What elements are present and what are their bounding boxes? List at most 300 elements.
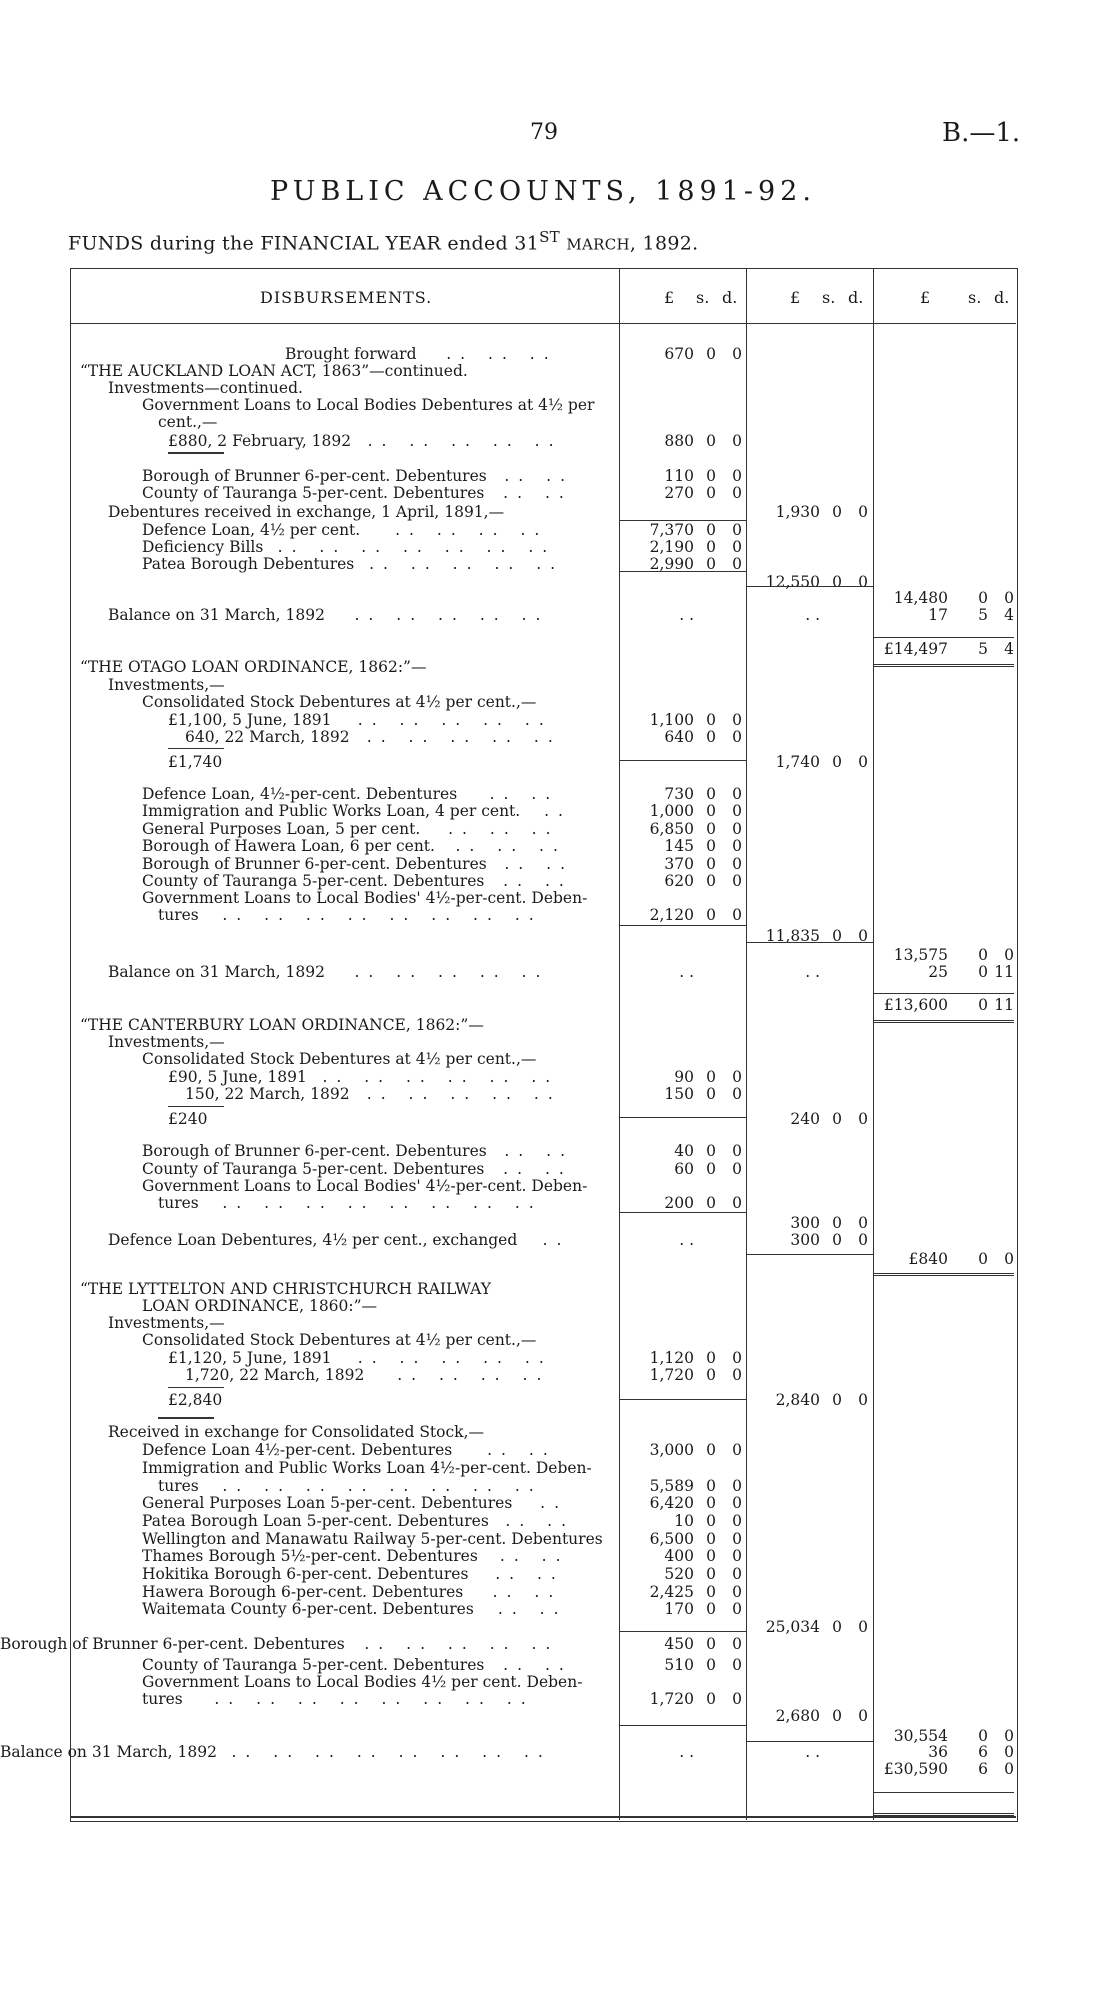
c2-shillings: 0 [832,927,842,945]
c3-pence: 0 [1004,1760,1014,1778]
table-rule [70,1816,1016,1818]
c1-shillings: 0 [706,837,716,855]
c1-pounds: 5,589 [649,1477,694,1495]
c1-pounds: 40 [674,1142,694,1160]
col3-pounds-header: £ [920,288,931,307]
row-label: “THE LYTTELTON AND CHRISTCHURCH RAILWAY [80,1280,491,1298]
table-rule [873,1020,1014,1023]
c2-pounds: 25,034 [765,1618,820,1636]
c1-pence: 0 [732,1160,742,1178]
col2-shillings-header: s. [822,288,836,307]
c1-shillings: 0 [706,728,716,746]
leader-dots: .. .. [503,872,573,890]
c3-pounds: £13,600 [883,996,948,1014]
subtitle-main: FUNDS during the FINANCIAL YEAR ended 31 [68,232,540,255]
c1-pence: 0 [732,1142,742,1160]
table-rule [619,571,746,572]
row-label: Immigration and Public Works Loan 4½-per-cent. Deben- [142,1459,592,1477]
row-label: LOAN ORDINANCE, 1860:”— [142,1297,378,1315]
row-label: £2,840 [168,1391,223,1409]
c2-pence: 0 [858,1391,868,1409]
c1-pounds: 200 [664,1194,694,1212]
leader-dots: .. .. .. .. [395,521,549,539]
c1-pounds: 400 [664,1547,694,1565]
c1-pence: 0 [732,1565,742,1583]
c2-pounds: 240 [790,1110,820,1128]
leader-dots: .. .. .. .. .. .. [322,1068,560,1086]
row-label: Debentures received in exchange, 1 April, 1891,— [108,503,505,521]
c2-shillings: 0 [832,1391,842,1409]
row-label: County of Tauranga 5-per-cent. Debentures [142,1656,485,1674]
row-label: Defence Loan Debentures, 4½ per cent., exchanged [108,1231,518,1249]
row-label: Deficiency Bills [142,538,264,556]
leader-dots: .. .. .. .. .. .. .. .. [222,1194,543,1212]
leader-dots: .. .. .. .. .. [354,963,550,981]
c1-pounds: 7,370 [649,521,694,539]
leader-dots: .. .. .. .. .. [366,728,562,746]
leader-dots: .. .. [504,855,574,873]
row-label: Government Loans to Local Bodies Debentures at 4½ per [142,396,595,414]
c1-pence: 0 [732,711,742,729]
c1-pounds: 450 [664,1635,694,1653]
row-label: Government Loans to Local Bodies' 4½-per-cent. Deben- [142,1177,588,1195]
c1-pounds: 150 [664,1085,694,1103]
row-label: Borough of Brunner 6-per-cent. Debentures [142,855,487,873]
c1-pence: 0 [732,1366,742,1384]
table-rule [619,1212,746,1213]
row-label: Defence Loan, 4½ per cent. [142,521,361,539]
row-label: Defence Loan, 4½-per-cent. Debentures [142,785,458,803]
c1-pounds: 370 [664,855,694,873]
row-label: “THE CANTERBURY LOAN ORDINANCE, 1862:”— [80,1016,484,1034]
leader-dots: .. .. .. [446,345,558,363]
row-label: Patea Borough Debentures [142,555,355,573]
column-divider-1 [619,268,620,1820]
c1-shillings: 0 [706,1512,716,1530]
c1-shillings: 0 [706,1142,716,1160]
c1-pounds: 1,720 [649,1690,694,1708]
c2-pounds: . . [805,606,820,624]
subtitle-month: MARCH [566,235,630,254]
c1-shillings: 0 [706,1690,716,1708]
leader-dots: .. .. .. .. .. [357,711,553,729]
row-label: Consolidated Stock Debentures at 4½ per cent.,— [142,1331,537,1349]
c2-pence: 0 [858,1707,868,1725]
col1-shillings-header: s. [696,288,710,307]
row-label: Wellington and Manawatu Railway 5-per-cent. Debentures [142,1530,603,1548]
c1-shillings: 0 [706,345,716,363]
c2-shillings: 0 [832,573,842,591]
c1-pence: 0 [732,1512,742,1530]
c1-pounds: 520 [664,1565,694,1583]
row-label: £1,100, 5 June, 1891 [168,711,332,729]
c1-shillings: 0 [706,1441,716,1459]
c1-pence: 0 [732,1068,742,1086]
leader-dots: .. .. [499,1547,570,1565]
c1-pounds: 880 [664,432,694,450]
c2-pence: 0 [858,1110,868,1128]
leader-dots: .. .. .. .. .. [364,1635,560,1653]
table-rule [873,1792,1014,1793]
c2-pounds: . . [805,963,820,981]
column-divider-2 [746,268,747,1820]
row-label: Waitemata County 6-per-cent. Debentures [142,1600,474,1618]
row-label: Borough of Hawera Loan, 6 per cent. [142,837,435,855]
row-label: cent.,— [158,413,218,431]
c2-shillings: 0 [832,1618,842,1636]
subtitle-year: , 1892. [629,232,699,255]
c3-shillings: 0 [978,1727,988,1745]
c1-pounds: 1,000 [649,802,694,820]
c1-pence: 0 [732,1085,742,1103]
c1-pounds: 110 [664,467,694,485]
c3-pounds: 17 [928,606,948,624]
c3-pounds: 13,575 [893,946,948,964]
c1-shillings: 0 [706,906,716,924]
c2-pounds: 12,550 [765,573,820,591]
c1-shillings: 0 [706,872,716,890]
leader-dots: .. .. [503,1656,573,1674]
c2-pounds: . . [805,1743,820,1761]
row-label: tures [158,1194,199,1212]
c1-shillings: 0 [706,538,716,556]
c2-pence: 0 [858,1231,868,1249]
c1-shillings: 0 [706,802,716,820]
c2-shillings: 0 [832,1231,842,1249]
row-label: General Purposes Loan, 5 per cent. [142,820,421,838]
leader-dots: .. .. [504,1142,574,1160]
row-label: £880, 2 February, 1892 [168,432,352,450]
column-divider-3 [873,268,874,1820]
row-label: £240 [168,1110,208,1128]
c3-shillings: 0 [978,589,988,607]
c2-shillings: 0 [832,1110,842,1128]
c1-shillings: 0 [706,1600,716,1618]
row-label: £1,740 [168,753,223,771]
row-label: Balance on 31 March, 1892 [108,963,325,981]
c1-shillings: 0 [706,555,716,573]
row-label: Consolidated Stock Debentures at 4½ per cent.,— [142,693,537,711]
c1-shillings: 0 [706,1349,716,1367]
col1-pence-header: d. [722,288,738,307]
c1-pence: 0 [732,872,742,890]
row-label: Balance on 31 March, 1892 [0,1743,217,1761]
c2-pence: 0 [858,927,868,945]
c1-pounds: . . [679,1743,694,1761]
table-rule [168,1106,224,1107]
row-label: Received in exchange for Consolidated Stock,— [108,1423,484,1441]
c3-pounds: 30,554 [893,1727,948,1745]
row-label: £90, 5 June, 1891 [168,1068,307,1086]
c1-pounds: 145 [664,837,694,855]
c1-shillings: 0 [706,1194,716,1212]
subtitle-st: ST [539,228,560,246]
disbursements-header: DISBURSEMENTS. [260,288,433,307]
c1-pence: 0 [732,484,742,502]
c1-shillings: 0 [706,521,716,539]
row-label: Defence Loan 4½-per-cent. Debentures [142,1441,453,1459]
table-rule [746,942,873,943]
c1-pence: 0 [732,1194,742,1212]
row-label: 640, 22 March, 1892 [185,728,350,746]
row-label: Government Loans to Local Bodies' 4½-per-cent. Deben- [142,889,588,907]
c3-shillings: 0 [978,996,988,1014]
row-label: Brought forward [285,345,417,363]
leader-dots: .. .. .. .. .. [354,606,550,624]
c1-pounds: 1,720 [649,1366,694,1384]
c1-pence: 0 [732,785,742,803]
c1-pence: 0 [732,728,742,746]
c3-shillings: 5 [978,606,988,624]
c1-pence: 0 [732,1349,742,1367]
row-label: “THE AUCKLAND LOAN ACT, 1863”—continued. [80,362,468,380]
c3-shillings: 0 [978,1250,988,1268]
table-rule [619,520,746,521]
leader-dots: .. .. .. [455,837,567,855]
leader-dots: .. .. [487,1441,557,1459]
c1-pounds: 90 [674,1068,694,1086]
leader-dots: .. .. .. .. .. [357,1349,553,1367]
c1-pounds: 640 [664,728,694,746]
row-label: tures [142,1690,183,1708]
row-label: Investments,— [108,676,225,694]
c2-pounds: 1,930 [775,503,820,521]
leader-dots: .. .. [495,1565,565,1583]
c1-pence: 0 [732,855,742,873]
c2-shillings: 0 [832,503,842,521]
leader-dots: .. .. [503,1160,573,1178]
c3-shillings: 6 [978,1743,988,1761]
page-number: 79 [530,120,558,145]
leader-dots: .. .. .. .. .. [367,432,563,450]
c1-shillings: 0 [706,1565,716,1583]
row-label: Borough of Brunner 6-per-cent. Debentures [0,1635,345,1653]
c3-pence: 0 [1004,1743,1014,1761]
c1-pounds: 1,120 [649,1349,694,1367]
c1-pence: 0 [732,432,742,450]
leader-dots: .. .. .. .. .. .. .. .. [222,1477,543,1495]
leader-dots: .. .. .. .. .. [366,1085,562,1103]
c3-pence: 4 [1004,640,1014,658]
c1-pence: 0 [732,1690,742,1708]
c3-pence: 11 [994,963,1014,981]
c3-pounds: 25 [928,963,948,981]
row-label: Government Loans to Local Bodies 4½ per cent. Deben- [142,1673,583,1691]
c1-pounds: 2,190 [649,538,694,556]
c1-pence: 0 [732,1494,742,1512]
leader-dots: .. [544,802,572,820]
c1-pence: 0 [732,467,742,485]
c1-pence: 0 [732,538,742,556]
row-label: tures [158,906,199,924]
table-rule [619,1631,746,1632]
c1-pounds: 6,850 [649,820,694,838]
c1-shillings: 0 [706,1366,716,1384]
leader-dots: .. .. .. .. .. .. .. .. [231,1743,552,1761]
c1-shillings: 0 [706,1477,716,1495]
c2-pounds: 300 [790,1214,820,1232]
c1-shillings: 0 [706,711,716,729]
c1-pence: 0 [732,1530,742,1548]
row-label: General Purposes Loan 5-per-cent. Debentures [142,1494,513,1512]
c1-pounds: 2,990 [649,555,694,573]
c3-pounds: 36 [928,1743,948,1761]
table-rule [168,748,224,749]
c1-pence: 0 [732,906,742,924]
c2-shillings: 0 [832,1707,842,1725]
c1-shillings: 0 [706,1160,716,1178]
c1-shillings: 0 [706,1547,716,1565]
table-rule [746,1254,873,1255]
c1-shillings: 0 [706,1635,716,1653]
c2-pence: 0 [858,1214,868,1232]
c3-pence: 0 [1004,1727,1014,1745]
c1-pence: 0 [732,1656,742,1674]
row-label: tures [158,1477,199,1495]
table-rule [619,1399,746,1400]
c1-pence: 0 [732,1583,742,1601]
row-label: Balance on 31 March, 1892 [108,606,325,624]
c2-shillings: 0 [832,1214,842,1232]
row-label: £1,120, 5 June, 1891 [168,1349,332,1367]
c1-pounds: 2,425 [649,1583,694,1601]
table-rule [168,452,224,454]
c3-shillings: 6 [978,1760,988,1778]
leader-dots: .. .. [503,484,573,502]
col3-shillings-header: s. [968,288,982,307]
c1-pounds: . . [679,606,694,624]
leader-dots: .. .. [505,1512,576,1530]
c2-pounds: 2,680 [775,1707,820,1725]
c2-pounds: 2,840 [775,1391,820,1409]
row-label: Investments,— [108,1033,225,1051]
c3-pence: 0 [1004,589,1014,607]
leader-dots: .. .. .. .. .. .. .. .. [222,906,543,924]
row-label: Hokitika Borough 6-per-cent. Debentures [142,1565,469,1583]
table-rule [746,1741,873,1742]
table-rule [168,1387,224,1388]
c1-pence: 0 [732,820,742,838]
c2-pence: 0 [858,573,868,591]
c1-pounds: 620 [664,872,694,890]
c1-pounds: 270 [664,484,694,502]
row-label: Patea Borough Loan 5-per-cent. Debentures [142,1512,489,1530]
row-label: 1,720, 22 March, 1892 [185,1366,365,1384]
row-label: 150, 22 March, 1892 [185,1085,350,1103]
table-rule [158,1417,214,1419]
leader-dots: .. .. .. .. .. .. .. .. [214,1690,535,1708]
c1-shillings: 0 [706,1530,716,1548]
c1-pence: 0 [732,802,742,820]
c3-shillings: 5 [978,640,988,658]
table-rule [619,1117,746,1118]
c1-pence: 0 [732,1477,742,1495]
c2-pounds: 1,740 [775,753,820,771]
c1-shillings: 0 [706,1494,716,1512]
row-label: Investments,— [108,1314,225,1332]
c2-pence: 0 [858,1618,868,1636]
c1-pence: 0 [732,1600,742,1618]
c3-pence: 0 [1004,946,1014,964]
c1-shillings: 0 [706,1583,716,1601]
c1-pence: 0 [732,1547,742,1565]
header-rule [70,323,1016,324]
c1-pounds: 6,500 [649,1530,694,1548]
c1-pounds: . . [679,963,694,981]
c1-pence: 0 [732,1635,742,1653]
row-label: Thames Borough 5½-per-cent. Debentures [142,1547,478,1565]
c2-pounds: 11,835 [765,927,820,945]
c1-pounds: 510 [664,1656,694,1674]
c1-pounds: 2,120 [649,906,694,924]
leader-dots: .. [542,1231,571,1249]
leader-dots: .. .. .. .. .. [369,555,565,573]
c1-pence: 0 [732,1441,742,1459]
c1-pounds: 730 [664,785,694,803]
row-label: Borough of Brunner 6-per-cent. Debentures [142,467,487,485]
page-subtitle [68,228,698,254]
col3-pence-header: d. [994,288,1010,307]
c1-pounds: 6,420 [649,1494,694,1512]
c3-pence: 0 [1004,1250,1014,1268]
table-rule [746,586,873,587]
table-rule [619,925,746,926]
document-reference: B.—1. [942,118,1021,148]
col2-pounds-header: £ [790,288,801,307]
c1-pence: 0 [732,555,742,573]
c1-shillings: 0 [706,484,716,502]
c1-pence: 0 [732,837,742,855]
row-label: “THE OTAGO LOAN ORDINANCE, 1862:”— [80,658,427,676]
leader-dots: .. .. [497,1600,568,1618]
leader-dots: .. .. [489,785,560,803]
row-label: County of Tauranga 5-per-cent. Debentures [142,484,485,502]
c1-pounds: 3,000 [649,1441,694,1459]
c1-shillings: 0 [706,1656,716,1674]
row-label: Investments—continued. [108,379,303,397]
table-rule [873,993,1014,994]
row-label: County of Tauranga 5-per-cent. Debentures [142,872,485,890]
c3-pounds: £30,590 [883,1760,948,1778]
col2-pence-header: d. [848,288,864,307]
row-label: Immigration and Public Works Loan, 4 per cent. [142,802,521,820]
leader-dots: .. .. .. .. .. .. .. [277,538,557,556]
c3-pence: 4 [1004,606,1014,624]
c1-pounds: 60 [674,1160,694,1178]
c1-pounds: 1,100 [649,711,694,729]
row-label: Borough of Brunner 6-per-cent. Debentures [142,1142,487,1160]
c1-pence: 0 [732,521,742,539]
table-rule [873,637,1014,638]
c1-pounds: 170 [664,1600,694,1618]
table-rule [873,664,1014,667]
c1-pence: 0 [732,345,742,363]
c2-pounds: 300 [790,1231,820,1249]
c1-pounds: 10 [674,1512,694,1530]
c1-shillings: 0 [706,1085,716,1103]
leader-dots: .. .. [492,1583,563,1601]
c3-pounds: £14,497 [883,640,948,658]
c1-pounds: . . [679,1231,694,1249]
c1-pounds: 670 [664,345,694,363]
c2-pence: 0 [858,503,868,521]
c1-shillings: 0 [706,820,716,838]
leader-dots: .. [540,1494,568,1512]
leader-dots: .. .. [504,467,574,485]
table-rule [619,1725,746,1726]
c1-shillings: 0 [706,1068,716,1086]
c3-shillings: 0 [978,963,988,981]
